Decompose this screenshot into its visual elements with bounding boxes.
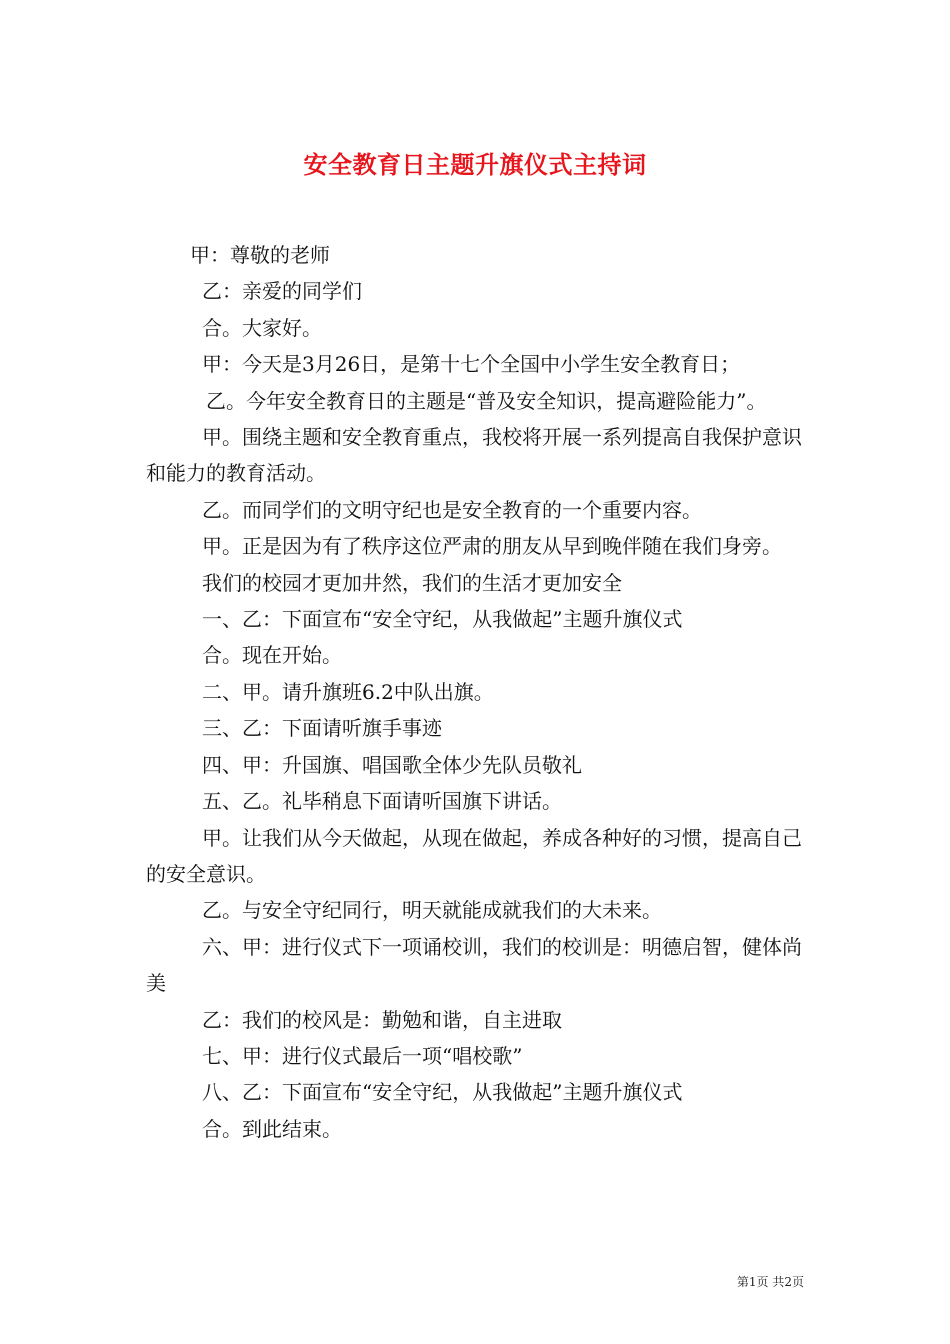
paragraph: 甲。围绕主题和安全教育重点，我校将开展一系列提高自我保护意识和能力的教育活动。 (146, 425, 802, 486)
paragraph: 甲：尊敬的老师 (190, 243, 330, 267)
paragraph: 乙。今年安全教育日的主题是“普及安全知识，提高避险能力”。 (206, 388, 767, 413)
paragraph: 六、甲：进行仪式下一项诵校训，我们的校训是：明德启智，健体尚美 (146, 934, 802, 996)
paragraph: 三、乙：下面请听旗手事迹 (202, 716, 442, 741)
paragraph: 四、甲：升国旗、唱国歌全体少先队员敬礼 (202, 752, 582, 777)
paragraph: 合。到此结束。 (202, 1116, 342, 1141)
paragraph: 乙。而同学们的文明守纪也是安全教育的一个重要内容。 (202, 497, 702, 522)
document-body (146, 237, 808, 1147)
paragraph: 乙。与安全守纪同行，明天就能成就我们的大未来。 (202, 898, 662, 923)
paragraph: 甲。正是因为有了秩序这位严肃的朋友从早到晚伴随在我们身旁。 (202, 534, 782, 559)
paragraph: 八、乙：下面宣布“安全守纪，从我做起”主题升旗仪式 (202, 1080, 683, 1105)
paragraph: 我们的校园才更加井然，我们的生活才更加安全 (202, 570, 622, 595)
paragraph: 合。大家好。 (202, 315, 322, 340)
paragraph: 二、甲。请升旗班6.2中队出旗。 (202, 679, 494, 704)
paragraph: 乙：亲爱的同学们 (202, 279, 362, 304)
paragraph: 合。现在开始。 (202, 643, 342, 668)
paragraph: 甲。让我们从今天做起，从现在做起，养成各种好的习惯，提高自己的安全意识。 (146, 825, 802, 886)
document-title: 安全教育日主题升旗仪式主持词 (303, 150, 647, 180)
paragraph: 七、甲：进行仪式最后一项“唱校歌” (202, 1043, 523, 1068)
paragraph: 乙：我们的校风是：勤勉和谐，自主进取 (202, 1007, 562, 1032)
page-number-footer: 第1页 共2页 (736, 1275, 804, 1289)
paragraph: 一、乙：下面宣布“安全守纪，从我做起”主题升旗仪式 (202, 607, 683, 632)
paragraph: 五、乙。礼毕稍息下面请听国旗下讲话。 (202, 789, 562, 814)
paragraph: 甲：今天是3月26日，是第十七个全国中小学生安全教育日； (202, 352, 741, 377)
